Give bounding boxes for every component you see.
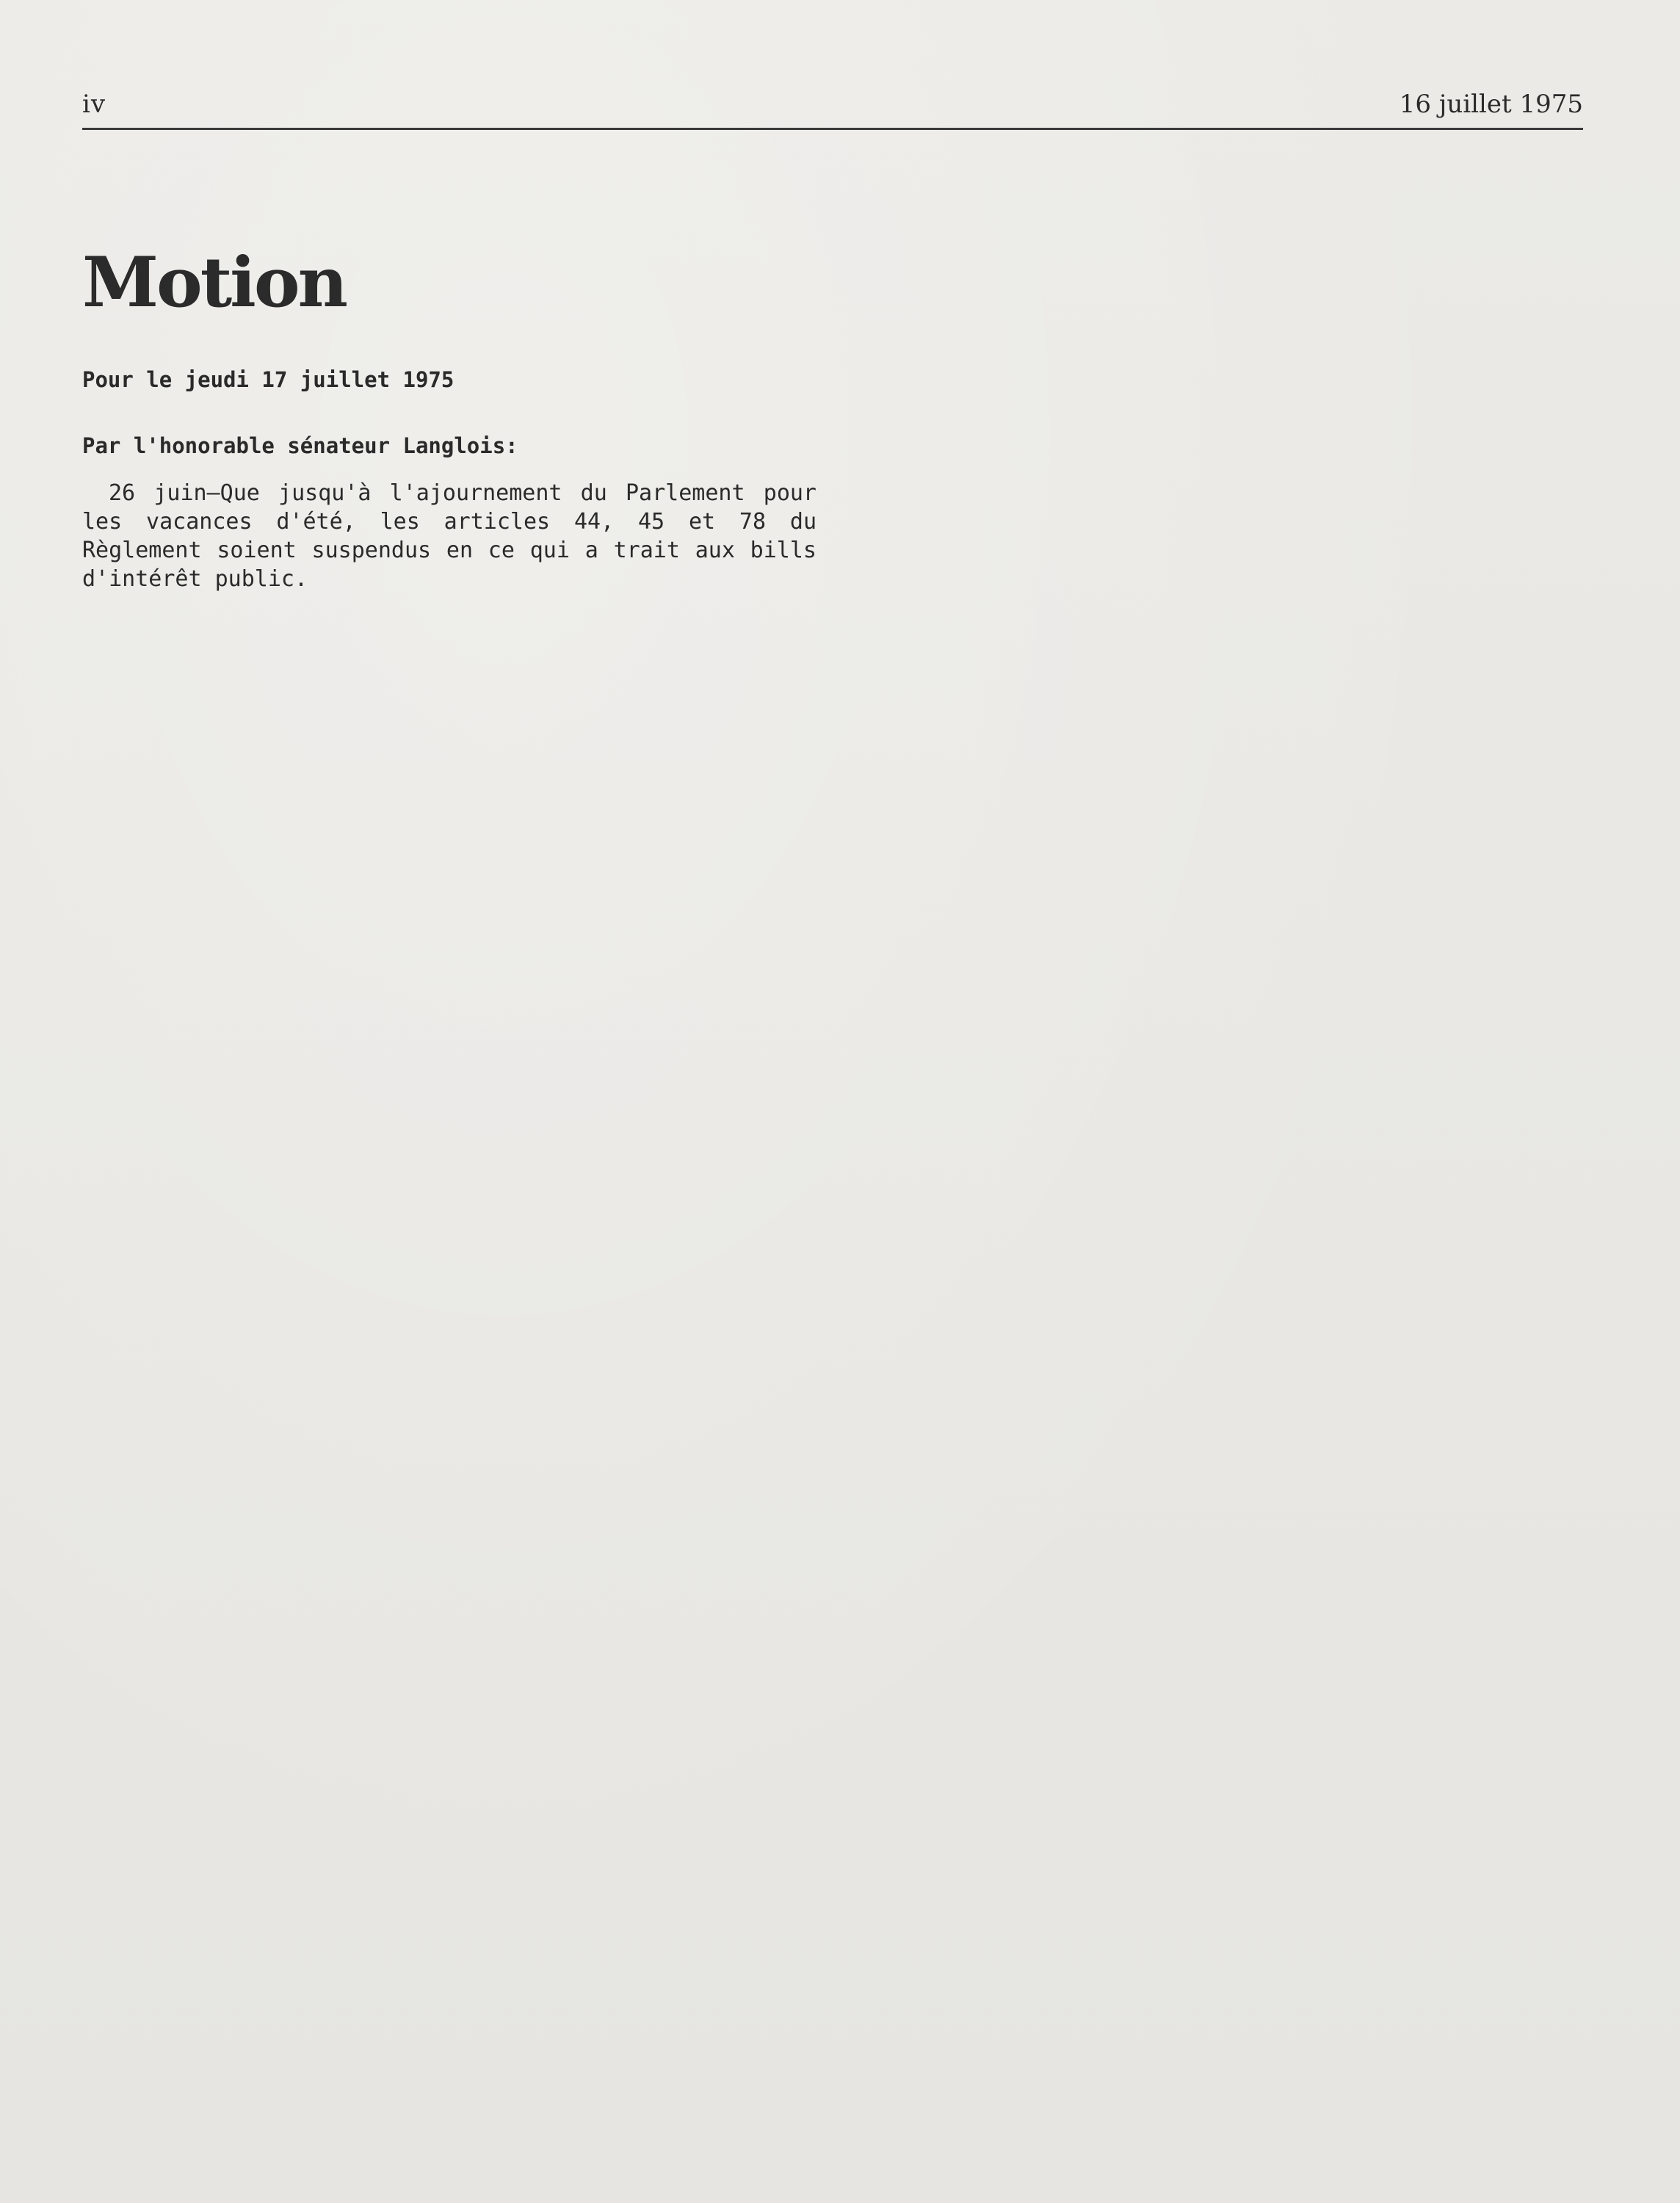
session-date: Pour le jeudi 17 juillet 1975 xyxy=(82,367,455,392)
section-title: Motion xyxy=(82,242,346,323)
running-head xyxy=(82,90,1583,130)
header-date: 16 juillet 1975 xyxy=(1399,90,1583,119)
mover-line: Par l'honorable sénateur Langlois: xyxy=(82,433,518,458)
motion-text: 26 juin—Que jusqu'à l'ajournement du Parlement pour les vacances d'été, les articles 44, 45 et 78 du Règlement soient suspendus en ce qui a trait aux bills d'intérêt public. xyxy=(82,480,817,592)
page-number: iv xyxy=(82,90,106,119)
